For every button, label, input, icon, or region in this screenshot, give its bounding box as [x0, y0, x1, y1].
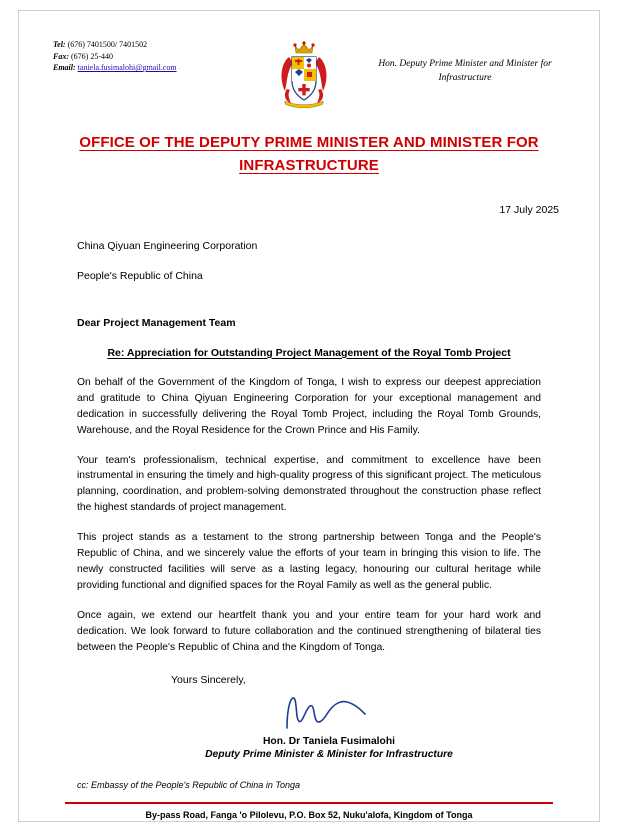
tonga-coat-of-arms-icon [275, 41, 333, 109]
minister-title-line-1: Hon. Deputy Prime Minister and Minister for [378, 59, 552, 69]
recipient-country: People's Republic of China [77, 270, 203, 283]
phone-value: (676) 7401500/ 7401502 [65, 40, 148, 49]
minister-title-line-2: Infrastructure [438, 73, 492, 84]
signer-role: Deputy Prime Minister & Minister for Infrastructure [205, 748, 453, 760]
letter-date: 17 July 2025 [499, 203, 559, 216]
salutation: Dear Project Management Team [77, 316, 236, 329]
office-title [53, 131, 565, 178]
letter-sheet [18, 10, 600, 822]
footer-address: By-pass Road, Fanga 'o Pilolevu, P.O. Box 52, Nuku'alofa, Kingdom of Tonga [145, 809, 473, 820]
office-title-line-1: OFFICE OF THE DEPUTY PRIME MINISTER AND MINISTER FOR [79, 134, 539, 151]
body-paragraph: Once again, we extend our heartfelt thank you and your entire team for your hard work and dedication. We look forward to future collaboration and the continued strengthening of bilateral ties between the People's Republic of China and the Kingdom of Tonga. [77, 610, 541, 654]
minister-title [365, 39, 565, 86]
contact-block [53, 39, 243, 74]
letterhead [53, 39, 565, 109]
body-paragraph: This project stands as a testament to the strong partnership between Tonga and the People's Republic of China, and we sincerely value the efforts of your team in bringing this vision to life. The newly constructed facilities will serve as a lasting legacy, honouring our cultural heritage while providing functional and dignified spaces for the Royal Family as well as the general public. [77, 532, 541, 592]
office-title-line-2: INFRASTRUCTURE [239, 157, 379, 175]
body-paragraph: Your team's professionalism, technical expertise, and commitment to excellence have been instrumental in ensuring the timely and high-quality progress of this significant project. The meticulous planning, coordination, and problem-solving demonstrated throughout the construction phase reflect the highest standards of project management. [77, 454, 541, 514]
fax-value: (676) 25-440 [69, 51, 113, 61]
subject-line: Re: Appreciation for Outstanding Project Management of the Royal Tomb Project [107, 346, 511, 359]
crest-container [258, 39, 350, 109]
fax-label: Fax: [53, 51, 69, 61]
closing-salutation: Yours Sincerely, [171, 673, 246, 686]
body-paragraph: On behalf of the Government of the Kingdom of Tonga, I wish to express our deepest appreciation and gratitude to China Qiyuan Engineering Corporation for your exceptional management and dedication in successfully delivering the Royal Tomb Project, including the Royal Tomb Grounds, Warehouse, and the Royal Residence for the Crown Prince and His Family. [77, 376, 541, 436]
footer-divider [65, 802, 553, 804]
email-link[interactable]: taniela.fusimalohi@gmail.com [77, 63, 177, 73]
email-line [53, 62, 243, 74]
fax-line [53, 51, 243, 63]
signature-block [53, 688, 565, 760]
recipient-block [53, 240, 565, 283]
phone-line [53, 39, 243, 51]
handwritten-signature-icon [269, 688, 389, 734]
email-label: Email: [53, 63, 76, 73]
phone-label: Tel: [53, 40, 66, 49]
recipient-company: China Qiyuan Engineering Corporation [77, 239, 258, 252]
signer-name: Hon. Dr Taniela Fusimalohi [263, 735, 395, 747]
carbon-copy-note: cc: Embassy of the People's Republic of China in Tonga [77, 779, 301, 790]
